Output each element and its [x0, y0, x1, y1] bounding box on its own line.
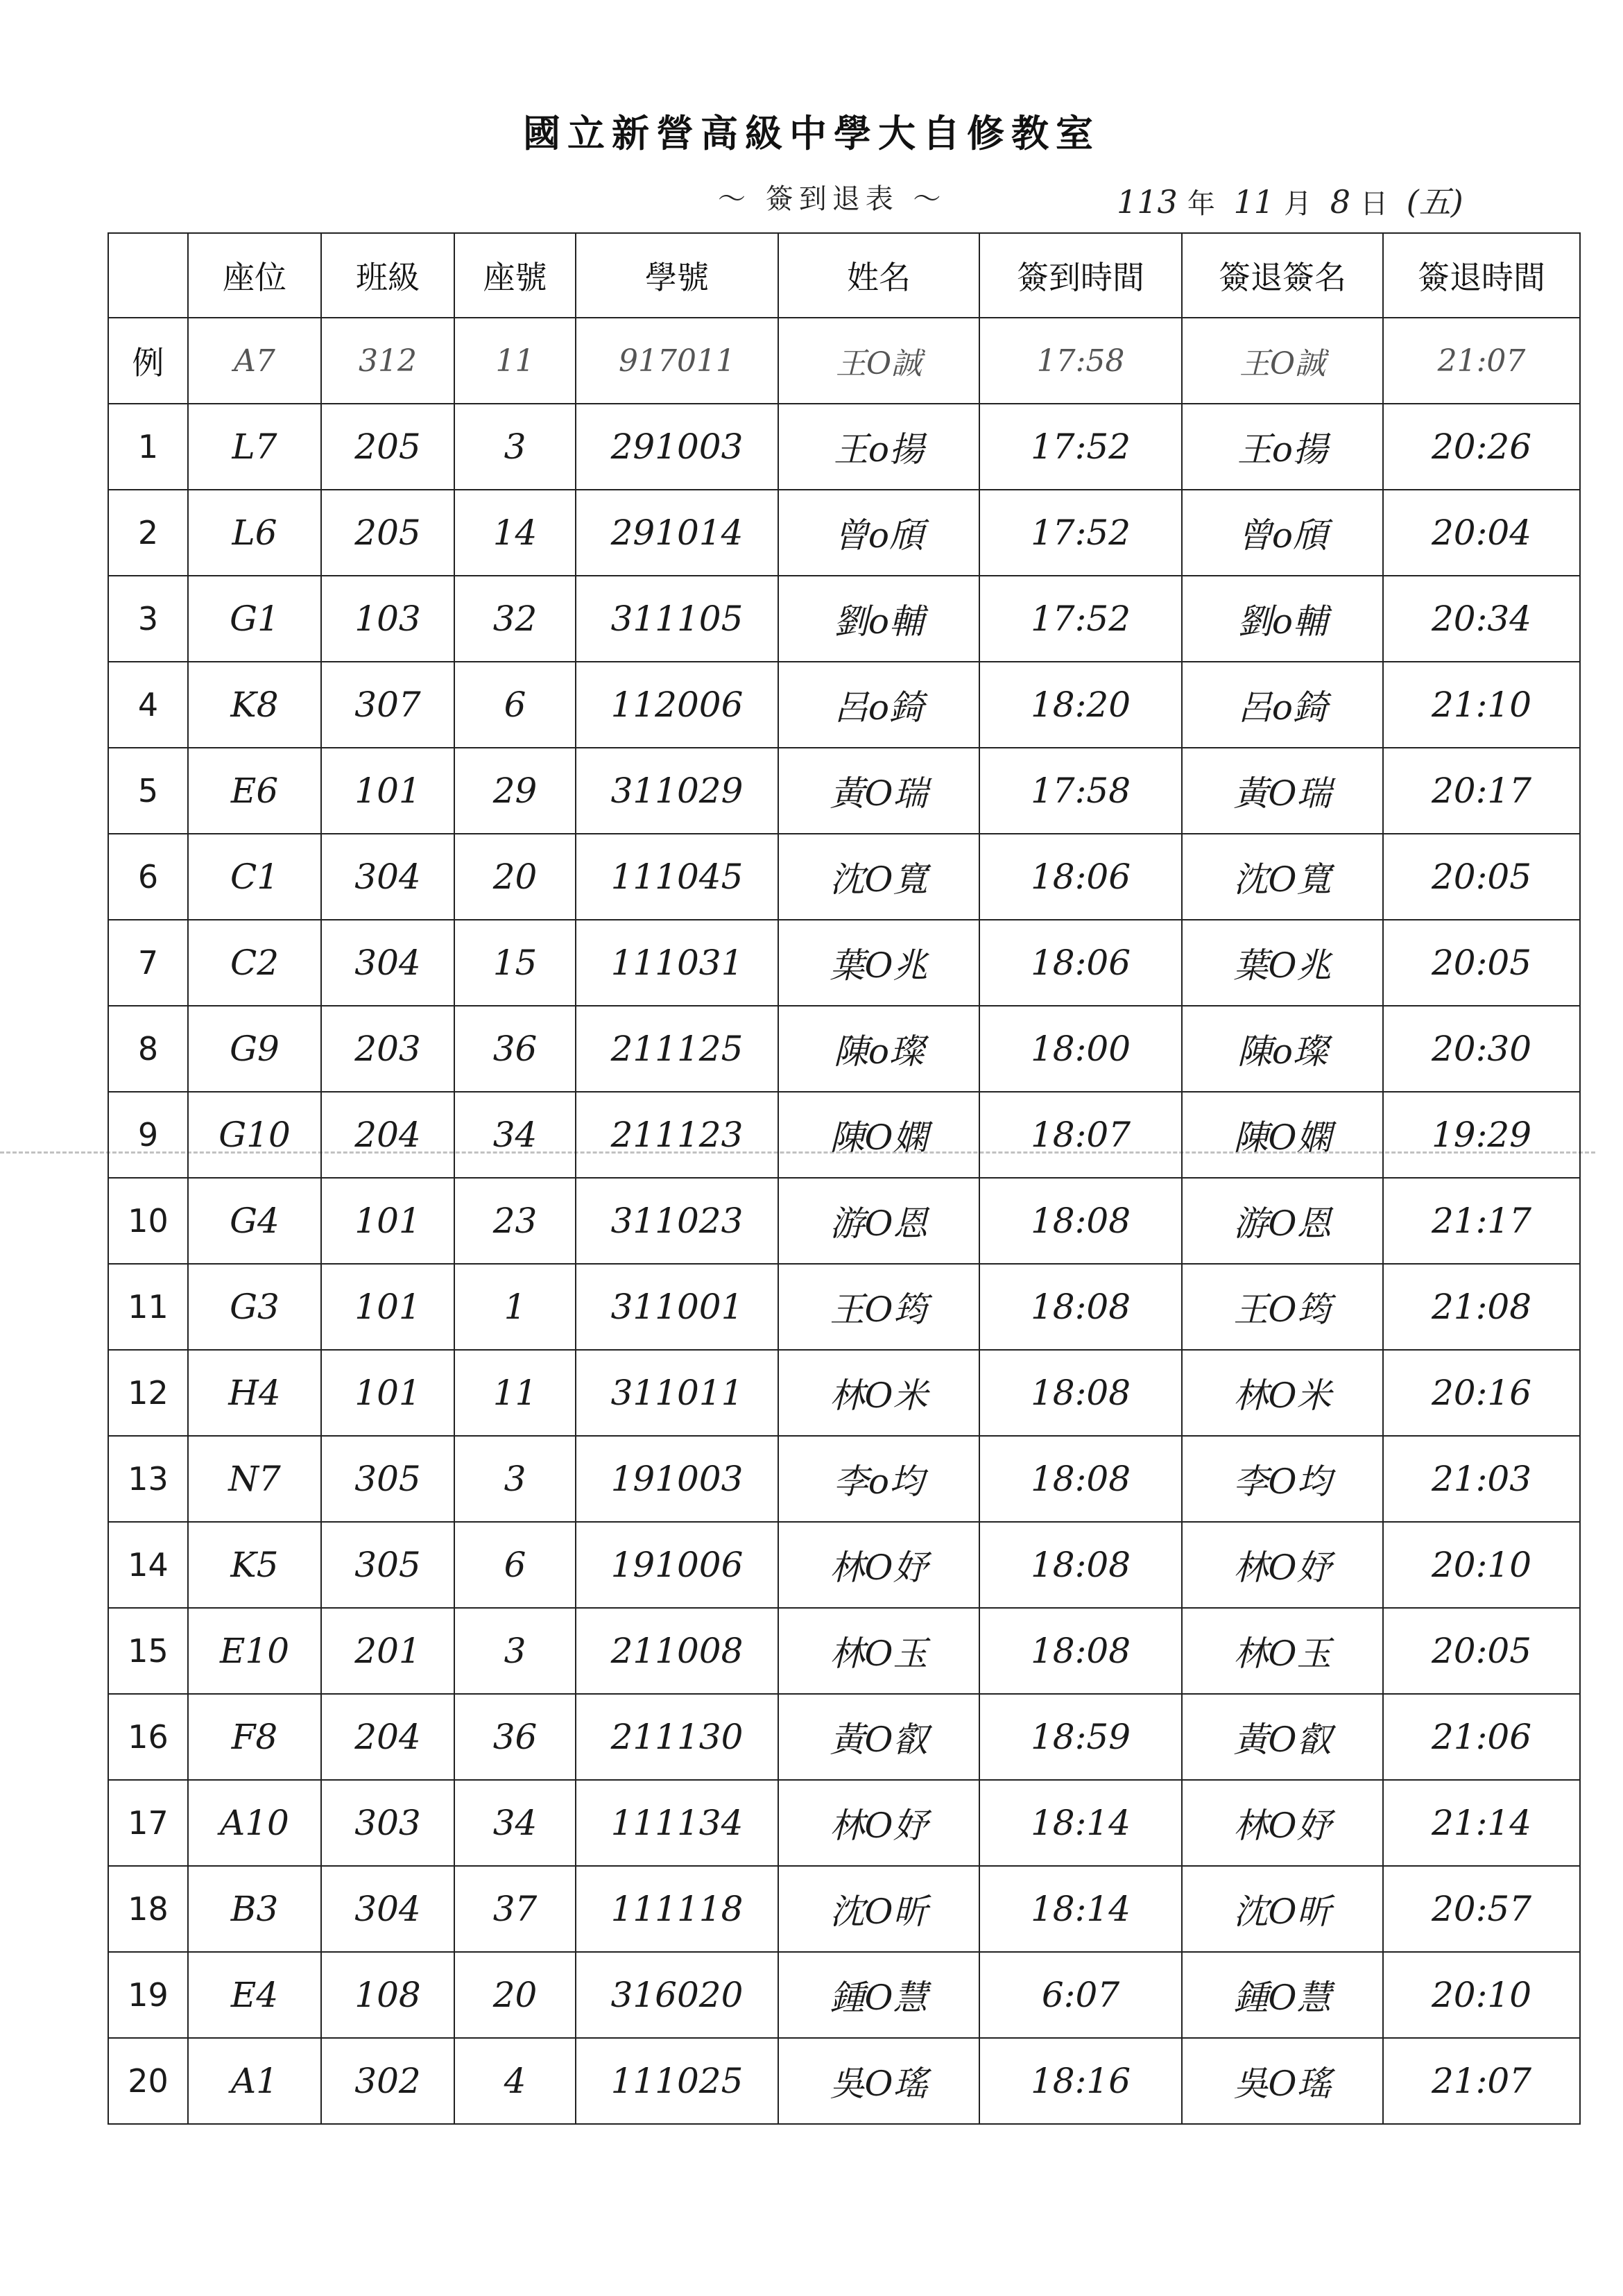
table-row: [108, 2038, 1580, 2124]
cell-seat-no: 11: [454, 1350, 576, 1436]
cell-student-id: 311011: [576, 1350, 778, 1436]
cell-seat: E6: [188, 748, 321, 834]
cell-seat-no: 6: [454, 1522, 576, 1608]
table-row: [108, 1178, 1580, 1264]
cell-class: 101: [321, 1264, 454, 1350]
table-row: [108, 748, 1580, 834]
cell-signin-time: 17:52: [979, 404, 1182, 490]
cell-class: 304: [321, 1866, 454, 1952]
cell-seat: L7: [188, 404, 321, 490]
cell-corner: 3: [108, 576, 188, 662]
cell-seat: C2: [188, 920, 321, 1006]
cell-signout-time: 21:03: [1383, 1436, 1580, 1522]
cell-seat: G4: [188, 1178, 321, 1264]
table-row: [108, 1866, 1580, 1952]
cell-seat-no: 29: [454, 748, 576, 834]
date-day: 8: [1330, 183, 1351, 221]
cell-signout-time: 20:16: [1383, 1350, 1580, 1436]
cell-signout-time: 21:14: [1383, 1780, 1580, 1866]
table-row: [108, 490, 1580, 576]
cell-seat-no: 6: [454, 662, 576, 748]
cell-class: 204: [321, 1694, 454, 1780]
cell-signin-time: 18:14: [979, 1780, 1182, 1866]
date-weekday: (五): [1406, 183, 1463, 221]
cell-signout-time: 21:10: [1383, 662, 1580, 748]
cell-signout-signature: 曾o頎: [1182, 490, 1383, 576]
cell-name: 葉O兆: [778, 920, 979, 1006]
cell-corner: 7: [108, 920, 188, 1006]
cell-seat-no: 36: [454, 1006, 576, 1092]
cell-name: 林O妤: [778, 1522, 979, 1608]
cell-signin-time: 18:59: [979, 1694, 1182, 1780]
cell-seat: K8: [188, 662, 321, 748]
cell-signout-time: 21:07: [1383, 2038, 1580, 2124]
cell-seat-no: 34: [454, 1092, 576, 1178]
cell-corner: 12: [108, 1350, 188, 1436]
cell-class: 305: [321, 1436, 454, 1522]
table-row: [108, 1694, 1580, 1780]
cell-seat-no: 14: [454, 490, 576, 576]
cell-student-id: 291003: [576, 404, 778, 490]
table-row: [108, 404, 1580, 490]
cell-seat-no: 3: [454, 1436, 576, 1522]
cell-signin-time: 17:52: [979, 490, 1182, 576]
table-row: [108, 1436, 1580, 1522]
cell-seat: G9: [188, 1006, 321, 1092]
cell-signout-signature: 李O均: [1182, 1436, 1383, 1522]
cell-student-id: 211008: [576, 1608, 778, 1694]
cell-name: 曾o頎: [778, 490, 979, 576]
cell-corner: 15: [108, 1608, 188, 1694]
cell-student-id: 917011: [576, 318, 778, 404]
table-row: [108, 920, 1580, 1006]
cell-signout-time: 21:06: [1383, 1694, 1580, 1780]
cell-name: 吳O瑤: [778, 2038, 979, 2124]
column-header-signin-time: 簽到時間: [979, 233, 1182, 318]
cell-class: 205: [321, 404, 454, 490]
table-row: [108, 1264, 1580, 1350]
cell-signout-signature: 游O恩: [1182, 1178, 1383, 1264]
cell-signin-time: 18:16: [979, 2038, 1182, 2124]
cell-corner: 13: [108, 1436, 188, 1522]
cell-student-id: 311029: [576, 748, 778, 834]
cell-signin-time: 17:52: [979, 576, 1182, 662]
cell-signout-signature: 沈O寬: [1182, 834, 1383, 920]
cell-signout-signature: 沈O昕: [1182, 1866, 1383, 1952]
cell-student-id: 316020: [576, 1952, 778, 2038]
cell-name: 王o揚: [778, 404, 979, 490]
cell-seat: K5: [188, 1522, 321, 1608]
table-row: [108, 1780, 1580, 1866]
cell-seat: N7: [188, 1436, 321, 1522]
cell-corner: 1: [108, 404, 188, 490]
cell-seat-no: 37: [454, 1866, 576, 1952]
cell-class: 307: [321, 662, 454, 748]
cell-name: 王O誠: [778, 318, 979, 404]
cell-seat: G3: [188, 1264, 321, 1350]
cell-seat-no: 36: [454, 1694, 576, 1780]
cell-name: 游O恩: [778, 1178, 979, 1264]
cell-seat-no: 23: [454, 1178, 576, 1264]
cell-signin-time: 18:08: [979, 1436, 1182, 1522]
cell-name: 鍾O慧: [778, 1952, 979, 2038]
table-row: [108, 1608, 1580, 1694]
table-body: [108, 318, 1580, 2124]
column-header-class: 班級: [321, 233, 454, 318]
cell-corner: 11: [108, 1264, 188, 1350]
cell-seat-no: 32: [454, 576, 576, 662]
column-header-corner: [108, 233, 188, 318]
cell-signout-signature: 黃O叡: [1182, 1694, 1383, 1780]
cell-class: 312: [321, 318, 454, 404]
cell-student-id: 211130: [576, 1694, 778, 1780]
cell-name: 劉o輔: [778, 576, 979, 662]
cell-signout-time: 20:30: [1383, 1006, 1580, 1092]
cell-seat-no: 20: [454, 834, 576, 920]
cell-corner: 17: [108, 1780, 188, 1866]
cell-signout-time: 20:57: [1383, 1866, 1580, 1952]
cell-corner: 例: [108, 318, 188, 404]
cell-signout-signature: 王O筠: [1182, 1264, 1383, 1350]
cell-signout-signature: 陳o璨: [1182, 1006, 1383, 1092]
table-row: [108, 1006, 1580, 1092]
cell-seat: L6: [188, 490, 321, 576]
cell-seat-no: 34: [454, 1780, 576, 1866]
cell-class: 304: [321, 920, 454, 1006]
cell-student-id: 111134: [576, 1780, 778, 1866]
date-year-unit: 年: [1187, 188, 1215, 220]
cell-signout-signature: 林O妤: [1182, 1780, 1383, 1866]
cell-seat-no: 3: [454, 404, 576, 490]
cell-class: 304: [321, 834, 454, 920]
cell-signout-time: 19:29: [1383, 1092, 1580, 1178]
cell-class: 101: [321, 1350, 454, 1436]
cell-signout-time: 20:26: [1383, 404, 1580, 490]
cell-class: 204: [321, 1092, 454, 1178]
cell-seat: A1: [188, 2038, 321, 2124]
cell-signin-time: 18:20: [979, 662, 1182, 748]
cell-seat: H4: [188, 1350, 321, 1436]
cell-corner: 18: [108, 1866, 188, 1952]
cell-student-id: 311023: [576, 1178, 778, 1264]
page-title: 國立新營高級中學大自修教室: [523, 111, 1100, 155]
cell-student-id: 211125: [576, 1006, 778, 1092]
cell-signin-time: 18:14: [979, 1866, 1182, 1952]
cell-corner: 19: [108, 1952, 188, 2038]
cell-signout-time: 20:10: [1383, 1522, 1580, 1608]
date-day-unit: 日: [1360, 188, 1389, 220]
date-line: [1117, 177, 1463, 219]
cell-signin-time: 18:08: [979, 1522, 1182, 1608]
cell-signout-signature: 鍾O慧: [1182, 1952, 1383, 2038]
cell-signin-time: 18:06: [979, 834, 1182, 920]
cell-seat: E10: [188, 1608, 321, 1694]
cell-corner: 5: [108, 748, 188, 834]
cell-signout-time: 20:05: [1383, 834, 1580, 920]
table-row: [108, 662, 1580, 748]
cell-signout-time: 20:10: [1383, 1952, 1580, 2038]
cell-name: 林O玉: [778, 1608, 979, 1694]
cell-signout-time: 21:17: [1383, 1178, 1580, 1264]
cell-seat: C1: [188, 834, 321, 920]
cell-signout-signature: 林O妤: [1182, 1522, 1383, 1608]
cell-corner: 16: [108, 1694, 188, 1780]
cell-signout-signature: 呂o錡: [1182, 662, 1383, 748]
cell-signout-signature: 王O誠: [1182, 318, 1383, 404]
cell-seat: A10: [188, 1780, 321, 1866]
date-month: 11: [1233, 183, 1275, 221]
cell-class: 303: [321, 1780, 454, 1866]
cell-class: 203: [321, 1006, 454, 1092]
column-header-name: 姓名: [778, 233, 979, 318]
cell-name: 林O米: [778, 1350, 979, 1436]
cell-name: 呂o錡: [778, 662, 979, 748]
cell-signout-signature: 吳O瑤: [1182, 2038, 1383, 2124]
cell-student-id: 111118: [576, 1866, 778, 1952]
column-header-signout-signature: 簽退簽名: [1182, 233, 1383, 318]
cell-signin-time: 18:07: [979, 1092, 1182, 1178]
cell-seat-no: 15: [454, 920, 576, 1006]
cell-signout-time: 21:08: [1383, 1264, 1580, 1350]
cell-signin-time: 18:08: [979, 1264, 1182, 1350]
cell-class: 101: [321, 748, 454, 834]
cell-student-id: 111045: [576, 834, 778, 920]
cell-signout-time: 20:17: [1383, 748, 1580, 834]
column-header-signout-time: 簽退時間: [1383, 233, 1580, 318]
cell-corner: 6: [108, 834, 188, 920]
table-row: [108, 576, 1580, 662]
cell-corner: 8: [108, 1006, 188, 1092]
cell-seat-no: 20: [454, 1952, 576, 2038]
cell-student-id: 211123: [576, 1092, 778, 1178]
table-row: [108, 834, 1580, 920]
cell-signout-signature: 王o揚: [1182, 404, 1383, 490]
cell-student-id: 311105: [576, 576, 778, 662]
cell-corner: 4: [108, 662, 188, 748]
cell-name: 沈O昕: [778, 1866, 979, 1952]
cell-signout-time: 20:05: [1383, 1608, 1580, 1694]
cell-seat-no: 4: [454, 2038, 576, 2124]
cell-corner: 2: [108, 490, 188, 576]
cell-signout-time: 20:05: [1383, 920, 1580, 1006]
cell-class: 103: [321, 576, 454, 662]
cell-name: 李o均: [778, 1436, 979, 1522]
cell-signout-signature: 林O玉: [1182, 1608, 1383, 1694]
table-row: [108, 1952, 1580, 2038]
cell-name: 陳o璨: [778, 1006, 979, 1092]
cell-class: 108: [321, 1952, 454, 2038]
cell-signout-signature: 黃O瑞: [1182, 748, 1383, 834]
cell-corner: 9: [108, 1092, 188, 1178]
cell-signout-signature: 林O米: [1182, 1350, 1383, 1436]
cell-seat: G10: [188, 1092, 321, 1178]
cell-seat-no: 11: [454, 318, 576, 404]
cell-signin-time: 17:58: [979, 748, 1182, 834]
date-month-unit: 月: [1284, 188, 1312, 220]
cell-class: 205: [321, 490, 454, 576]
column-header-seat-no: 座號: [454, 233, 576, 318]
cell-corner: 10: [108, 1178, 188, 1264]
cell-student-id: 291014: [576, 490, 778, 576]
cell-name: 王O筠: [778, 1264, 979, 1350]
column-header-student-id: 學號: [576, 233, 778, 318]
cell-signin-time: 17:58: [979, 318, 1182, 404]
cell-name: 沈O寬: [778, 834, 979, 920]
table-row: [108, 1522, 1580, 1608]
cell-signout-signature: 陳O嫻: [1182, 1092, 1383, 1178]
cell-signout-time: 20:34: [1383, 576, 1580, 662]
cell-signin-time: 18:08: [979, 1608, 1182, 1694]
cell-signout-time: 20:04: [1383, 490, 1580, 576]
cell-signin-time: 18:08: [979, 1350, 1182, 1436]
cell-name: 林O妤: [778, 1780, 979, 1866]
example-row: [108, 318, 1580, 404]
cell-class: 302: [321, 2038, 454, 2124]
cell-class: 305: [321, 1522, 454, 1608]
cell-corner: 20: [108, 2038, 188, 2124]
cell-signin-time: 6:07: [979, 1952, 1182, 2038]
cell-student-id: 191006: [576, 1522, 778, 1608]
cell-signout-signature: 葉O兆: [1182, 920, 1383, 1006]
cell-seat: E4: [188, 1952, 321, 2038]
cell-name: 陳O嫻: [778, 1092, 979, 1178]
cell-signout-time: 21:07: [1383, 318, 1580, 404]
cell-seat: B3: [188, 1866, 321, 1952]
header-row: [108, 233, 1580, 318]
cell-name: 黃O叡: [778, 1694, 979, 1780]
cell-class: 101: [321, 1178, 454, 1264]
cell-corner: 14: [108, 1522, 188, 1608]
table-row: [108, 1350, 1580, 1436]
cell-seat: A7: [188, 318, 321, 404]
cell-signin-time: 18:06: [979, 920, 1182, 1006]
cell-student-id: 191003: [576, 1436, 778, 1522]
table-row: [108, 1092, 1580, 1178]
cell-student-id: 311001: [576, 1264, 778, 1350]
cell-student-id: 111031: [576, 920, 778, 1006]
cell-seat-no: 1: [454, 1264, 576, 1350]
cell-seat: F8: [188, 1694, 321, 1780]
cell-student-id: 112006: [576, 662, 778, 748]
column-header-seat: 座位: [188, 233, 321, 318]
cell-student-id: 111025: [576, 2038, 778, 2124]
cell-seat-no: 3: [454, 1608, 576, 1694]
cell-signin-time: 18:00: [979, 1006, 1182, 1092]
cell-seat: G1: [188, 576, 321, 662]
date-year: 113: [1117, 183, 1178, 221]
cell-signin-time: 18:08: [979, 1178, 1182, 1264]
cell-signout-signature: 劉o輔: [1182, 576, 1383, 662]
form-subtitle: ～ 簽到退表 ～: [718, 183, 947, 215]
cell-class: 201: [321, 1608, 454, 1694]
signin-table: [108, 232, 1581, 2125]
cell-name: 黃O瑞: [778, 748, 979, 834]
